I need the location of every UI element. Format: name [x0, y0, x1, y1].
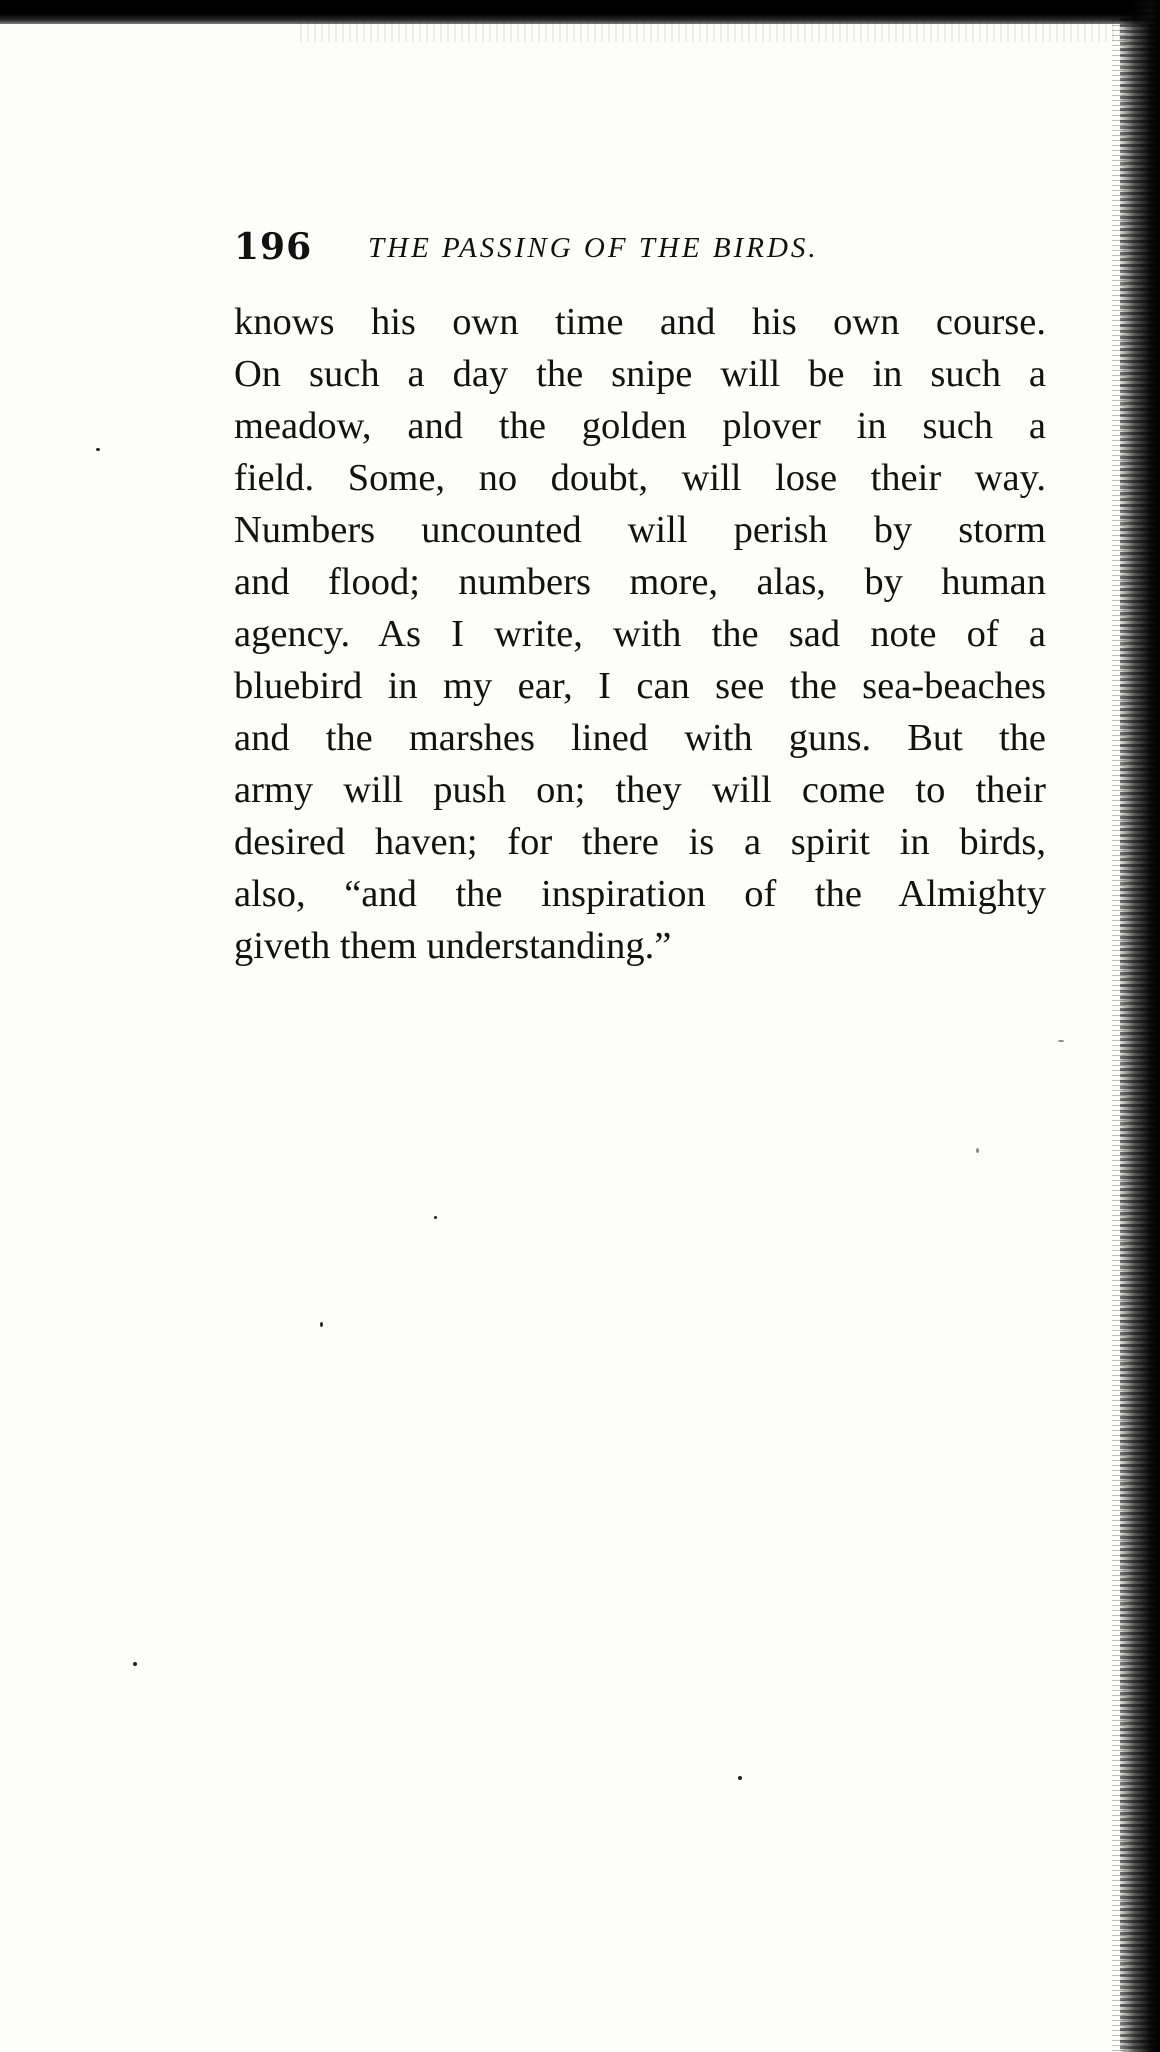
scan-speck	[976, 1148, 979, 1153]
text-line: Numbers uncounted will perish by storm	[234, 509, 1046, 551]
text-line: and flood; numbers more, alas, by human	[234, 561, 1046, 603]
scan-speck	[133, 1662, 137, 1666]
page-number: 196	[234, 226, 313, 268]
scan-right-speckle	[1112, 0, 1126, 2052]
scan-right-edge	[1120, 0, 1160, 2052]
text-line: field. Some, no doubt, will lose their way.	[234, 457, 1046, 499]
scan-speck	[320, 1322, 323, 1327]
scan-speck	[96, 448, 100, 451]
text-line: army will push on; they will come to their	[234, 769, 1046, 811]
body-text	[234, 296, 1046, 972]
text-line: desired haven; for there is a spirit in birds,	[234, 821, 1046, 863]
scan-speck	[1058, 1040, 1064, 1042]
running-head	[234, 226, 934, 276]
running-title: THE PASSING OF THE BIRDS.	[368, 232, 819, 264]
text-line: and the marshes lined with guns. But the	[234, 717, 1046, 759]
text-line: knows his own time and his own course.	[234, 301, 1046, 343]
text-line: On such a day the snipe will be in such a	[234, 353, 1046, 395]
scan-speck	[434, 1216, 437, 1219]
text-line: bluebird in my ear, I can see the sea-beaches	[234, 665, 1046, 707]
scan-speck	[738, 1776, 742, 1780]
text-line: also, “and the inspiration of the Almighty	[234, 873, 1046, 915]
text-line: meadow, and the golden plover in such a	[234, 405, 1046, 447]
text-line: giveth them understanding.”	[234, 925, 672, 967]
scan-top-grain	[300, 20, 1130, 42]
text-line: agency. As I write, with the sad note of a	[234, 613, 1046, 655]
